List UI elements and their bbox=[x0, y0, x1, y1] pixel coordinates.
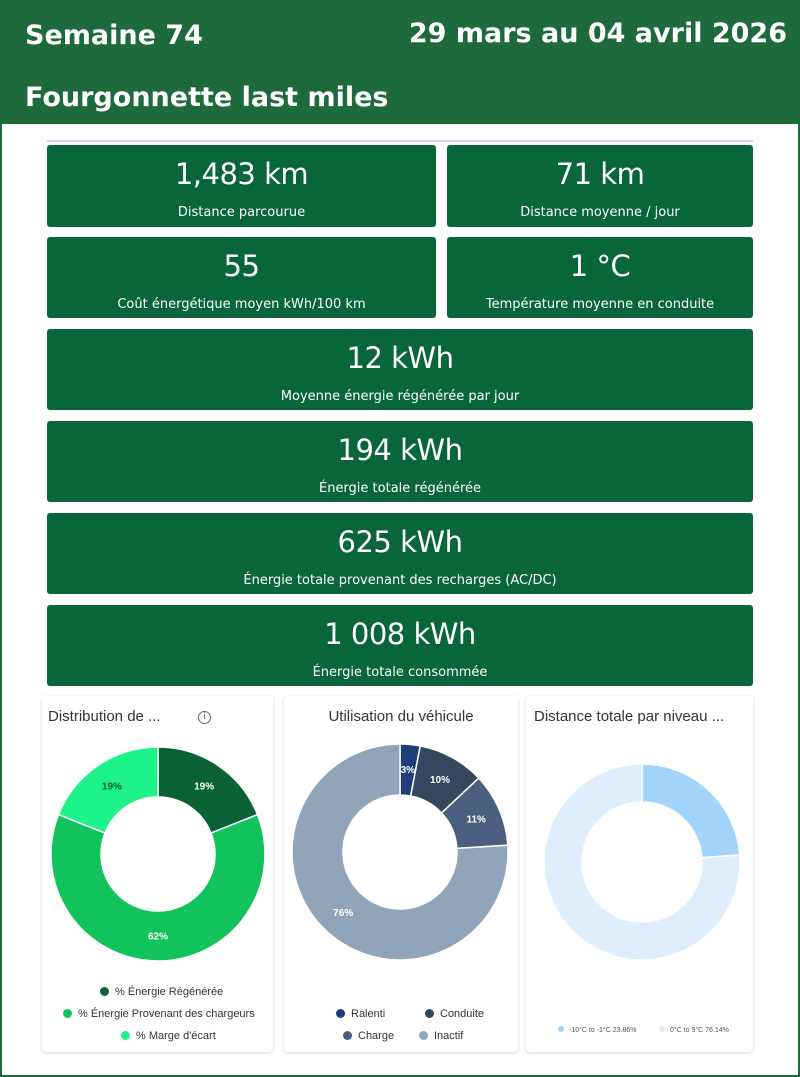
kpi-value: 71 km bbox=[555, 157, 645, 191]
kpi-label: Température moyenne en conduite bbox=[485, 297, 715, 312]
legend-label: % Marge d'écart bbox=[136, 1030, 216, 1042]
data-label: 11% bbox=[466, 814, 486, 826]
chart-legend bbox=[284, 696, 518, 1052]
legend-swatch bbox=[121, 1031, 130, 1040]
kpi-distance-tile bbox=[47, 145, 436, 227]
divider bbox=[47, 140, 753, 142]
kpi-label: Énergie totale provenant des recharges (AC/DC) bbox=[243, 573, 557, 588]
legend-item[interactable] bbox=[659, 1026, 729, 1034]
report-header bbox=[0, 0, 800, 124]
legend-swatch bbox=[63, 1009, 72, 1018]
utilisation-chart-card bbox=[284, 696, 518, 1052]
chart-title: Distribution de ... bbox=[48, 708, 161, 725]
legend-label: 0°C to 9°C 76.14% bbox=[670, 1027, 729, 1034]
kpi-label: Énergie totale régénérée bbox=[318, 481, 482, 496]
kpi-value: 12 kWh bbox=[346, 341, 454, 375]
chart-title: Utilisation du véhicule bbox=[328, 708, 474, 725]
legend-label: Inactif bbox=[434, 1030, 464, 1042]
vehicle-name: Fourgonnette last miles bbox=[25, 82, 389, 113]
data-label: 19% bbox=[101, 781, 122, 793]
legend-item[interactable] bbox=[343, 1030, 394, 1042]
kpi-total-recharge-tile bbox=[47, 513, 753, 594]
distribution-chart-card bbox=[42, 696, 273, 1052]
temperature-chart-card bbox=[526, 696, 753, 1052]
info-icon[interactable]: i bbox=[198, 711, 211, 724]
kpi-value: 625 kWh bbox=[337, 525, 463, 559]
data-label: 3% bbox=[400, 764, 416, 776]
legend-swatch bbox=[425, 1009, 434, 1018]
legend-swatch bbox=[336, 1009, 345, 1018]
legend-label: Charge bbox=[358, 1030, 395, 1042]
chart-title: Distance totale par niveau ... bbox=[534, 708, 725, 725]
kpi-label: Coût énergétique moyen kWh/100 km bbox=[117, 297, 366, 312]
legend-label: % Énergie Régénérée bbox=[115, 986, 224, 998]
legend-item[interactable] bbox=[419, 1030, 463, 1042]
data-label: 62% bbox=[147, 931, 169, 943]
legend-label: % Énergie Provenant des chargeurs bbox=[78, 1008, 255, 1020]
kpi-value: 1 008 kWh bbox=[324, 617, 476, 651]
kpi-label: Moyenne énergie régénérée par jour bbox=[280, 389, 520, 404]
legend-label: -10°C to -1°C 23.86% bbox=[569, 1027, 637, 1034]
data-label: 76% bbox=[333, 908, 354, 920]
legend-swatch bbox=[419, 1031, 428, 1040]
chart-legend bbox=[526, 696, 753, 1052]
kpi-energy-cost-tile bbox=[47, 237, 436, 318]
kpi-avg-distance-tile bbox=[447, 145, 753, 227]
data-label: 19% bbox=[194, 781, 215, 793]
kpi-value: 194 kWh bbox=[337, 433, 463, 467]
kpi-label: Distance parcourue bbox=[177, 205, 306, 220]
week-label: Semaine 74 bbox=[25, 20, 203, 51]
legend-swatch bbox=[558, 1026, 564, 1032]
legend-item[interactable] bbox=[121, 1030, 216, 1042]
chart-legend bbox=[42, 696, 273, 1052]
kpi-avg-regen-tile bbox=[47, 329, 753, 410]
legend-label: Ralenti bbox=[351, 1008, 386, 1020]
legend-swatch bbox=[100, 987, 109, 996]
legend-item[interactable] bbox=[425, 1008, 484, 1020]
dashboard-content bbox=[2, 124, 798, 1075]
kpi-label: Distance moyenne / jour bbox=[520, 205, 680, 220]
kpi-value: 1,483 km bbox=[174, 157, 309, 191]
legend-item[interactable] bbox=[558, 1026, 636, 1034]
legend-item[interactable] bbox=[100, 986, 223, 998]
legend-swatch bbox=[343, 1031, 352, 1040]
legend-swatch bbox=[659, 1026, 665, 1032]
kpi-value: 55 bbox=[223, 249, 260, 283]
kpi-temperature-tile bbox=[447, 237, 753, 318]
data-label: 10% bbox=[429, 774, 450, 786]
kpi-total-consumed-tile bbox=[47, 605, 753, 686]
kpi-label: Énergie totale consommée bbox=[312, 665, 488, 680]
kpi-total-regen-tile bbox=[47, 421, 753, 502]
legend-item[interactable] bbox=[336, 1008, 385, 1020]
kpi-value: 1 °C bbox=[569, 249, 631, 283]
date-range: 29 mars au 04 avril 2026 bbox=[408, 18, 787, 49]
legend-label: Conduite bbox=[440, 1008, 485, 1020]
legend-item[interactable] bbox=[63, 1008, 255, 1020]
